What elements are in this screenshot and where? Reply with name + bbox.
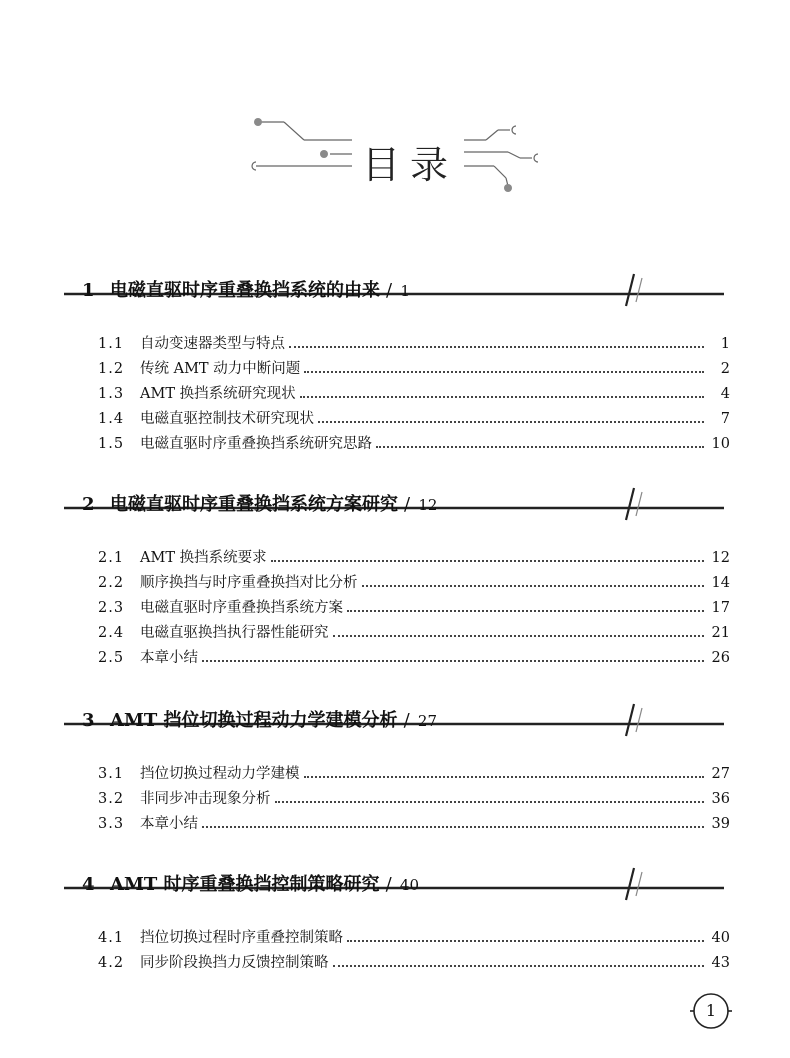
dot-leader <box>202 825 704 828</box>
section-number: 1.1 <box>98 336 125 352</box>
section-title: 电磁直驱时序重叠换挡系统研究思路 <box>140 436 372 452</box>
toc-entry[interactable] <box>98 432 730 454</box>
toc-header <box>240 112 560 202</box>
section-title: 挡位切换过程时序重叠控制策略 <box>140 930 343 946</box>
dot-leader <box>275 800 705 803</box>
section-number: 1.5 <box>98 436 125 452</box>
section-title: 挡位切换过程动力学建模 <box>140 766 300 782</box>
section-page: 10 <box>711 436 730 452</box>
section-number: 2.1 <box>98 550 125 566</box>
section-page: 17 <box>711 600 730 616</box>
section-number: 3.1 <box>98 766 125 782</box>
toc-entry[interactable] <box>98 812 730 834</box>
chapter-number: 2 <box>82 494 95 515</box>
chapter-heading[interactable]: 4 AMT 时序重叠换挡控制策略研究 / 40 <box>82 874 420 895</box>
section-number: 1.4 <box>98 411 125 427</box>
section-title: 非同步冲击现象分析 <box>140 791 271 807</box>
section-number: 3.3 <box>98 816 125 832</box>
dot-leader <box>362 584 705 587</box>
chapter-page: 1 <box>400 282 410 300</box>
section-title: AMT 换挡系统要求 <box>140 550 267 566</box>
toc-entry[interactable] <box>98 546 730 568</box>
section-title: 电磁直驱换挡执行器性能研究 <box>140 625 329 641</box>
section-page: 27 <box>711 766 730 782</box>
dot-leader <box>376 445 704 448</box>
section-number: 2.4 <box>98 625 125 641</box>
page-number <box>690 990 732 1032</box>
section-page: 26 <box>711 650 730 666</box>
toc-title: 目录 <box>362 143 459 187</box>
chapter-heading[interactable]: 1 电磁直驱时序重叠换挡系统的由来 / 1 <box>82 280 410 301</box>
toc-entry[interactable] <box>98 762 730 784</box>
section-page: 4 <box>720 386 730 402</box>
dot-leader <box>318 420 704 423</box>
chapter-title: AMT 时序重叠换挡控制策略研究 <box>110 874 380 895</box>
section-page: 12 <box>711 550 730 566</box>
section-title: 电磁直驱控制技术研究现状 <box>140 411 314 427</box>
section-title: 本章小结 <box>140 650 198 666</box>
section-page: 7 <box>720 411 730 427</box>
chapter-title: 电磁直驱时序重叠换挡系统的由来 <box>110 280 380 301</box>
section-title: 同步阶段换挡力反馈控制策略 <box>140 955 329 971</box>
chapter-heading[interactable]: 3 AMT 挡位切换过程动力学建模分析 / 27 <box>82 710 438 731</box>
dot-leader <box>202 659 704 662</box>
dot-leader <box>347 609 704 612</box>
dot-leader <box>347 939 704 942</box>
section-page: 21 <box>711 625 730 641</box>
toc-entry[interactable] <box>98 787 730 809</box>
chapter-heading[interactable]: 2 电磁直驱时序重叠换挡系统方案研究 / 12 <box>82 494 438 515</box>
dot-leader <box>304 775 705 778</box>
section-title: 传统 AMT 动力中断问题 <box>140 361 301 377</box>
section-page: 39 <box>711 816 730 832</box>
toc-entry[interactable] <box>98 357 730 379</box>
section-title: AMT 换挡系统研究现状 <box>140 386 296 402</box>
toc-entry[interactable] <box>98 596 730 618</box>
section-number: 1.3 <box>98 386 125 402</box>
chapter-number: 3 <box>82 710 95 731</box>
chapter-page: 12 <box>418 496 438 514</box>
chapter-page: 27 <box>417 712 438 730</box>
dot-leader <box>304 370 704 373</box>
chapter-title: 电磁直驱时序重叠换挡系统方案研究 <box>110 494 398 515</box>
section-number: 3.2 <box>98 791 125 807</box>
section-page: 1 <box>720 336 730 352</box>
section-title: 电磁直驱时序重叠换挡系统方案 <box>140 600 343 616</box>
section-page: 2 <box>720 361 730 377</box>
section-title: 本章小结 <box>140 816 198 832</box>
toc-entry[interactable] <box>98 926 730 948</box>
chapter-number: 4 <box>82 874 95 895</box>
toc-entry[interactable] <box>98 621 730 643</box>
section-title: 自动变速器类型与特点 <box>140 336 285 352</box>
dot-leader <box>333 964 705 967</box>
section-page: 14 <box>711 575 730 591</box>
section-title: 顺序换挡与时序重叠换挡对比分析 <box>140 575 358 591</box>
dot-leader <box>289 345 704 348</box>
toc-entry[interactable] <box>98 407 730 429</box>
section-number: 4.1 <box>98 930 125 946</box>
dot-leader <box>300 395 704 398</box>
toc-entry[interactable] <box>98 951 730 973</box>
dot-leader <box>333 634 705 637</box>
toc-entry[interactable] <box>98 382 730 404</box>
section-number: 2.2 <box>98 575 125 591</box>
section-number: 2.5 <box>98 650 125 666</box>
section-number: 4.2 <box>98 955 125 971</box>
section-page: 40 <box>711 930 730 946</box>
dot-leader <box>271 559 704 562</box>
section-page: 43 <box>711 955 730 971</box>
page-number-label: 1 <box>705 1001 717 1020</box>
toc-entry[interactable] <box>98 332 730 354</box>
chapter-number: 1 <box>82 280 95 301</box>
chapter-page: 40 <box>399 876 420 894</box>
section-page: 36 <box>711 791 730 807</box>
section-number: 1.2 <box>98 361 125 377</box>
chapter-title: AMT 挡位切换过程动力学建模分析 <box>110 710 398 731</box>
toc-entry[interactable] <box>98 646 730 668</box>
toc-entry[interactable] <box>98 571 730 593</box>
section-number: 2.3 <box>98 600 125 616</box>
